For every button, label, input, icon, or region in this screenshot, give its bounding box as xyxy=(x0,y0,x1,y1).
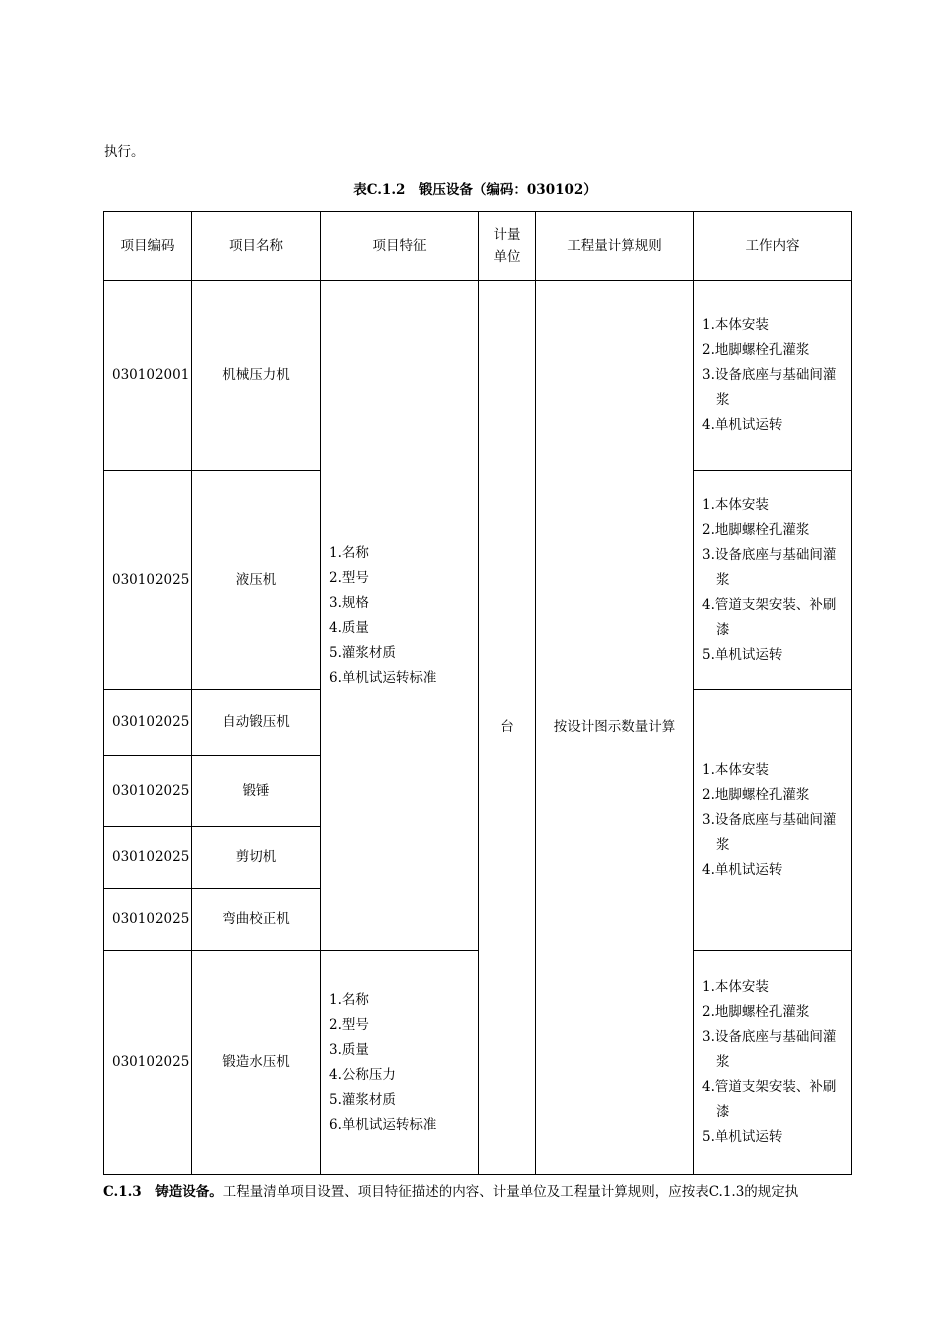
list-item: 3.设备底座与基础间灌浆 xyxy=(702,546,837,588)
row-code: 030102025 xyxy=(104,827,192,889)
list-item: 4.公称压力 xyxy=(329,1066,396,1083)
header-unit xyxy=(479,212,536,281)
unit-cell: 台 xyxy=(479,281,536,1175)
work-list-3 xyxy=(702,758,845,883)
footer-paragraph xyxy=(103,1180,863,1200)
table-caption: 表C.1.2 锻压设备（编码：030102） xyxy=(353,182,597,198)
footer-heading: C.1.3 铸造设备。 xyxy=(103,1184,223,1200)
list-item: 4.管道支架安装、补刷漆 xyxy=(702,596,837,638)
list-item: 5.灌浆材质 xyxy=(329,1091,396,1108)
list-item: 6.单机试运转标准 xyxy=(329,1116,437,1133)
list-item: 1.本体安装 xyxy=(702,979,769,995)
work-cell-1 xyxy=(694,281,852,471)
list-item: 4.单机试运转 xyxy=(702,417,783,433)
list-item: 3.规格 xyxy=(329,594,369,611)
footer-text: 工程量清单项目设置、项目特征描述的内容、计量单位及工程量计算规则，应按表C.1.3的规定执 xyxy=(222,1184,799,1200)
row-code: 030102025 xyxy=(104,471,192,690)
row-name: 锻锤 xyxy=(192,756,321,827)
row-code: 030102025 xyxy=(104,690,192,756)
list-item: 2.型号 xyxy=(329,1016,369,1033)
row-name: 自动锻压机 xyxy=(192,690,321,756)
work-cell-2 xyxy=(694,471,852,690)
list-item: 6.单机试运转标准 xyxy=(329,669,437,686)
header-name: 项目名称 xyxy=(192,212,321,281)
features-cell-a xyxy=(321,281,479,951)
header-features: 项目特征 xyxy=(321,212,479,281)
row-code: 030102025 xyxy=(104,756,192,827)
work-list-4 xyxy=(702,975,845,1150)
list-item: 1.本体安装 xyxy=(702,496,769,513)
work-list-2 xyxy=(702,493,845,668)
row-code: 030102025 xyxy=(104,951,192,1175)
list-item: 4.管道支架安装、补刷漆 xyxy=(702,1079,837,1120)
header-code: 项目编码 xyxy=(104,212,192,281)
list-item: 2.地脚螺栓孔灌浆 xyxy=(702,786,810,803)
work-cell-3 xyxy=(694,690,852,951)
row-code: 030102001 xyxy=(104,281,192,471)
header-unit-line2: 单位 xyxy=(493,249,521,265)
list-item: 1.本体安装 xyxy=(702,317,769,333)
row-name: 液压机 xyxy=(192,471,321,690)
row-name: 剪切机 xyxy=(192,827,321,889)
list-item: 5.单机试运转 xyxy=(702,1129,783,1145)
row-name: 锻造水压机 xyxy=(192,951,321,1175)
header-row xyxy=(104,212,852,281)
spec-table xyxy=(103,211,852,1175)
list-item: 5.灌浆材质 xyxy=(329,644,396,661)
work-cell-4 xyxy=(694,951,852,1175)
table-row xyxy=(104,951,852,1175)
list-item: 3.质量 xyxy=(329,1041,369,1058)
list-item: 5.单机试运转 xyxy=(702,646,783,663)
list-item: 3.设备底座与基础间灌浆 xyxy=(702,367,837,408)
list-item: 2.地脚螺栓孔灌浆 xyxy=(702,342,810,358)
table-row xyxy=(104,281,852,471)
list-item: 1.名称 xyxy=(329,991,369,1008)
header-rule: 工程量计算规则 xyxy=(536,212,694,281)
list-item: 1.名称 xyxy=(329,544,369,561)
list-item: 4.质量 xyxy=(329,619,369,636)
rule-cell: 按设计图示数量计算 xyxy=(536,281,694,1175)
intro-text: 执行。 xyxy=(104,144,145,160)
work-list-1 xyxy=(702,313,845,438)
list-item: 2.型号 xyxy=(329,569,369,586)
features-cell-b xyxy=(321,951,479,1175)
list-item: 4.单机试运转 xyxy=(702,861,783,878)
row-name: 机械压力机 xyxy=(192,281,321,471)
header-work: 工作内容 xyxy=(694,212,852,281)
list-item: 2.地脚螺栓孔灌浆 xyxy=(702,521,810,538)
row-name: 弯曲校正机 xyxy=(192,889,321,951)
list-item: 3.设备底座与基础间灌浆 xyxy=(702,1029,837,1070)
list-item: 1.本体安装 xyxy=(702,761,769,778)
list-item: 3.设备底座与基础间灌浆 xyxy=(702,811,837,853)
list-item: 2.地脚螺栓孔灌浆 xyxy=(702,1004,810,1020)
header-unit-line1: 计量 xyxy=(493,227,521,243)
features-list-b xyxy=(329,988,472,1138)
row-code: 030102025 xyxy=(104,889,192,951)
features-list-a xyxy=(329,541,472,691)
